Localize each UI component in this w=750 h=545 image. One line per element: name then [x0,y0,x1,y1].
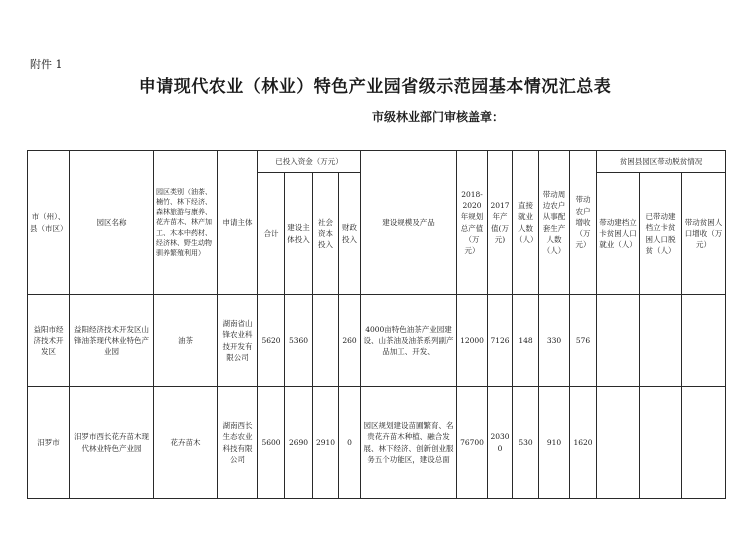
header-social-investment: 社会资本投入 [313,173,339,295]
document-title: 申请现代农业（林业）特色产业园省级示范园基本情况汇总表 [138,77,612,97]
cell-total: 5620 [258,295,285,387]
cell-output-2018: 12000 [457,295,488,387]
cell-poverty-income [682,387,726,499]
cell-poverty-jobs [597,295,640,387]
header-direct-jobs: 直接就业人数（人） [513,151,539,295]
header-park-name: 园区名称 [70,151,154,295]
cell-poverty-jobs [597,387,640,499]
header-poverty-jobs: 带动建档立卡贫困人口就业（人） [597,173,640,295]
cell-output-2018: 76700 [457,387,488,499]
header-fiscal-investment: 财政投入 [339,173,361,295]
cell-city: 汨罗市 [28,387,70,499]
cell-city: 益阳市经济技术开发区 [28,295,70,387]
cell-fiscal-investment: 260 [339,295,361,387]
header-farmers-driven: 带动周边农户从事配套生产人数（人） [539,151,570,295]
table-row [28,387,726,499]
header-row-1 [28,151,726,173]
cell-main-investment: 2690 [285,387,313,499]
cell-main-investment: 5360 [285,295,313,387]
cell-applicant: 湖南西长生态农业科技有限公司 [218,387,258,499]
cell-output-2017: 20300 [488,387,513,499]
header-poverty-exit: 已带动建档立卡贫困人口脱贫（人） [640,173,682,295]
header-applicant: 申请主体 [218,151,258,295]
cell-poverty-exit [640,295,682,387]
cell-income-increase: 1620 [570,387,597,499]
cell-direct-jobs: 530 [513,387,539,499]
header-scale: 建设规模及产品 [361,151,457,295]
cell-social-investment: 2910 [313,387,339,499]
cell-farmers-driven: 330 [539,295,570,387]
header-city: 市（州）、县（市区） [28,151,70,295]
attachment-label: 附件 1 [30,58,63,71]
cell-farmers-driven: 910 [539,387,570,499]
cell-category: 花卉苗木 [154,387,218,499]
header-income-increase: 带动农户增收（万元） [570,151,597,295]
cell-income-increase: 576 [570,295,597,387]
cell-scale: 园区规划建设苗圃繁育、名贵花卉苗木种植、融合发展、林下经济、创新创业服务五个功能区，建设总面 [361,387,457,499]
cell-direct-jobs: 148 [513,295,539,387]
cell-poverty-income [682,295,726,387]
cell-applicant: 湖南省山锋农业科技开发有限公司 [218,295,258,387]
cell-fiscal-investment: 0 [339,387,361,499]
header-total: 合计 [258,173,285,295]
cell-output-2017: 7126 [488,295,513,387]
cell-total: 5600 [258,387,285,499]
header-output-2017: 2017年产值(万元) [488,151,513,295]
header-output-2018: 2018-2020年规划总产值（万元） [457,151,488,295]
cell-poverty-exit [640,387,682,499]
summary-table [27,150,726,499]
cell-park-name: 益阳经济技术开发区山锋油茶现代林业特色产业园 [70,295,154,387]
header-invested-group: 已投入资金（万元） [258,151,361,173]
stamp-label: 市级林业部门审核盖章： [372,110,505,124]
header-poverty-group: 贫困县园区带动脱贫情况 [597,151,726,173]
header-park-category: 园区类别（油茶、楠竹、林下经济、森林旅游与康养、花卉苗木、林产加工、木本中药材、经济林、野生动物驯养繁殖利用） [154,151,218,295]
cell-social-investment [313,295,339,387]
cell-category: 油茶 [154,295,218,387]
cell-scale: 4000亩特色油茶产业园建设、山茶油及油茶系列副产品加工、开发、 [361,295,457,387]
header-poverty-income: 带动贫困人口增收（万元） [682,173,726,295]
header-main-investment: 建设主体投入 [285,173,313,295]
cell-park-name: 汨罗市西长花卉苗木现代林业特色产业园 [70,387,154,499]
table-row [28,295,726,387]
